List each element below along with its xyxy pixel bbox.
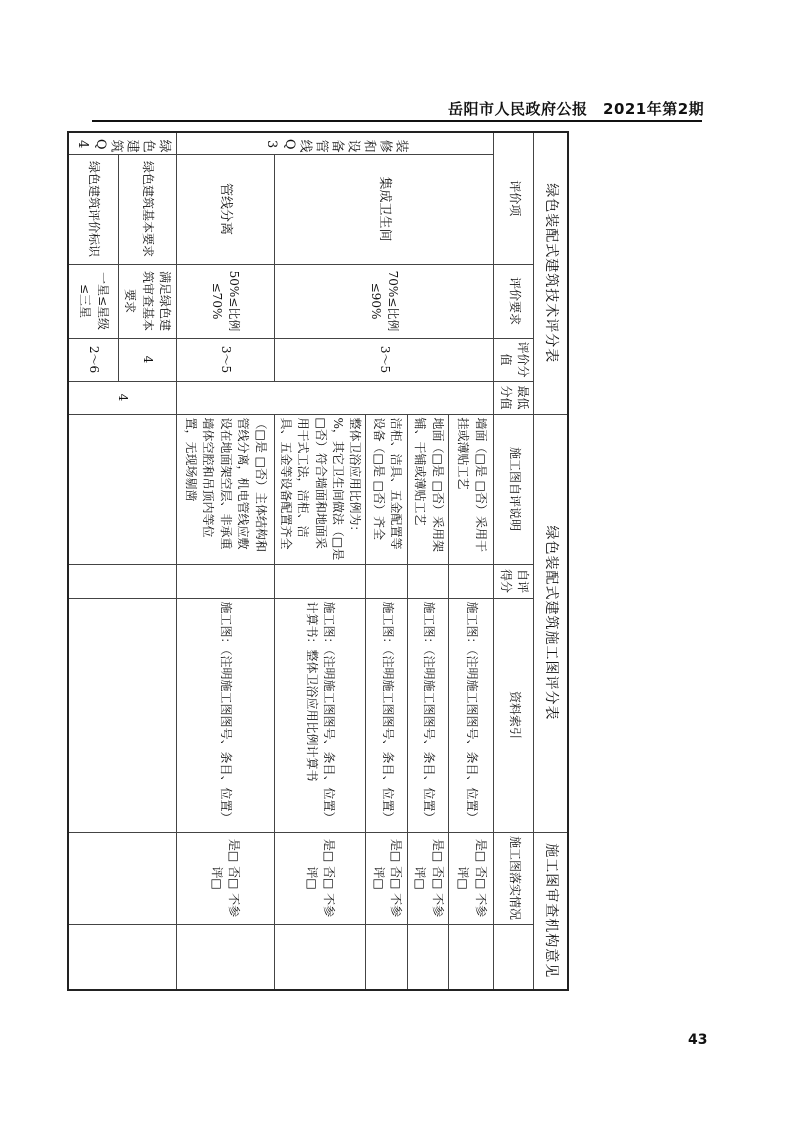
- bath-self-score-2: [408, 564, 449, 598]
- green-ref: [68, 598, 176, 832]
- green-impl: [68, 832, 176, 924]
- green-label-req: 一星≤星级≤三星: [68, 264, 118, 338]
- bath-ref-4-drawing: 施工图：（注明施工图图号、条目、位置）: [322, 601, 337, 824]
- item-green-label: 绿色建筑评价标识: [68, 154, 118, 264]
- bath-impl-2: 是□ 否□ 不参评□: [408, 832, 449, 924]
- pipe-req: 50%≤比例≤70%: [176, 264, 274, 338]
- bath-self-score-3: [366, 564, 408, 598]
- bath-self-score-4: [274, 564, 366, 598]
- page-number: 43: [688, 1032, 708, 1048]
- header-eval-item: 评价项: [494, 132, 534, 264]
- score-table: [67, 131, 569, 991]
- pipe-self-score: [176, 564, 274, 598]
- bath-desc-4: 整体卫浴应用比例为：%，其它卫生间做法（□是 □否）符合墙面和地面采用干式工法，洁柜、洁具、五金等设备配置齐全: [274, 414, 366, 564]
- bath-ref-4: [274, 598, 366, 832]
- bath-extra-3: [366, 924, 408, 990]
- pipe-desc: （□是 □否）主体结构和管线分离，机电管线应敷设在地面架空层、非承重墙体空腔和吊顶内等位置，无现场剔凿: [176, 414, 274, 564]
- green-extra: [68, 924, 176, 990]
- header-eval-score: 评价分值: [494, 338, 534, 381]
- q3-min-score: [176, 381, 494, 414]
- title-tech-score: 绿色装配式建筑技术评分表: [534, 132, 568, 414]
- rotated-table-wrapper: [72, 131, 569, 989]
- pipe-extra: [176, 924, 274, 990]
- bath-self-score-1: [449, 564, 494, 598]
- header-blank: [494, 924, 534, 990]
- green-label-score: 2～6: [68, 338, 118, 381]
- bath-desc-3: 洁柜、洁具、五金配置等设备（□是 □否）齐全: [366, 414, 408, 564]
- bath-desc-1: 墙面（□是 □否）采用干挂或薄贴工艺: [449, 414, 494, 564]
- bath-impl-3: 是□ 否□ 不参评□: [366, 832, 408, 924]
- bath-ref-2: 施工图：（注明施工图图号、条目、位置）: [408, 598, 449, 832]
- green-self-score: [68, 564, 176, 598]
- bath-ref-4-calc: 计算书：整体卫浴应用比例计算书: [305, 601, 320, 782]
- header-min-score: 最低分值: [494, 381, 534, 414]
- bath-impl-1: 是□ 否□ 不参评□: [449, 832, 494, 924]
- pipe-impl: 是□ 否□ 不参评□: [176, 832, 274, 924]
- header-eval-req: 评价要求: [494, 264, 534, 338]
- header-self-desc: 施工图自评说明: [494, 414, 534, 564]
- bath-impl-4: 是□ 否□ 不参评□: [274, 832, 366, 924]
- header-rule: [92, 120, 702, 122]
- header-ref: 资料索引: [494, 598, 534, 832]
- title-review-opinion: 施工图审查机构意见: [534, 832, 568, 990]
- bath-extra-2: [408, 924, 449, 990]
- pipe-ref: 施工图：（注明施工图图号、条目、位置）: [176, 598, 274, 832]
- bath-score: 3～5: [274, 338, 494, 381]
- bath-extra-4: [274, 924, 366, 990]
- green-min-score: 4: [68, 381, 176, 414]
- bath-desc-2: 地面（□是 □否）采用架铺、干铺或薄贴工艺: [408, 414, 449, 564]
- green-basic-score: 4: [118, 338, 176, 381]
- header-implement: 施工图落实情况: [494, 832, 534, 924]
- page-header: 岳阳市人民政府公报 2021年第2期: [448, 100, 705, 118]
- title-drawing-score: 绿色装配式建筑施工图评分表: [534, 414, 568, 832]
- category-q4: 绿色建筑Q4: [68, 132, 176, 154]
- header-self-score: 自评得分: [494, 564, 534, 598]
- pipe-score: 3～5: [176, 338, 274, 381]
- bath-extra-1: [449, 924, 494, 990]
- green-basic-req: 满足绿色建筑审查基本要求: [118, 264, 176, 338]
- item-bathroom: 集成卫生间: [274, 154, 494, 264]
- bath-req: 70%≤比例≤90%: [274, 264, 494, 338]
- category-q3: 装修和设备管线Q3: [176, 132, 494, 154]
- item-green-basic: 绿色建筑基本要求: [118, 154, 176, 264]
- bath-ref-3: 施工图：（注明施工图图号、条目、位置）: [366, 598, 408, 832]
- bath-ref-1: 施工图：（注明施工图图号、条目、位置）: [449, 598, 494, 832]
- green-self-desc: [68, 414, 176, 564]
- item-pipe: 管线分离: [176, 154, 274, 264]
